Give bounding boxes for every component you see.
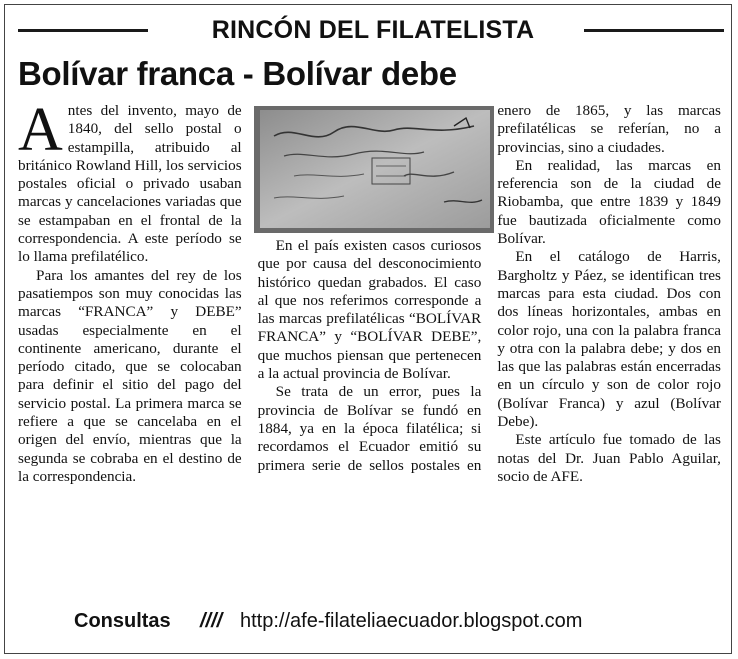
blog-link[interactable]: http://afe-filateliaecuador.blogspot.com	[240, 610, 583, 632]
paragraph-1-text: ntes del invento, mayo de 1840, del sello postal o estampilla, atribuido al británico Rowland Hill, los servicios postales oficial o privado usaban marcas y cancelaciones variadas que se estampaban en el frontal de la correspondencia. A este período se lo llama prefilatélico.	[18, 102, 242, 266]
paragraph-4: Se trata de un error, pues la provincia de Bolívar se fundó en 1884, ya en la época filatélica; si recordamos el Ecuador emitió su primera serie de sellos postales en enero de 1865, y las marcas prefilatélicas se referían, no a provincias, sino a ciudades.	[257, 102, 721, 474]
paragraph-6: En el catálogo de Harris, Bargholtz y Páez, se identifican tres marcas para esta ciudad. Dos con dos líneas horizontales, ambas en color rojo, una con la palabra franca y otra con la palabra debe; y dos en las que las palabras están encerradas en un círculo y son de color rojo (Bolívar Franca) y azul (Bolívar Debe).	[497, 248, 721, 431]
paragraph-2: Para los amantes del rey de los pasatiempos son muy conocidas las marcas “FRANCA” y DEBE” usadas especialmente en el continente americano, durante el período citado, que se colocaban para definir el sitio del pago del servicio postal. La primera marca se refiere a que se cancelaba en el origen del envío, mientras que la segunda se cobraba en el destino de la correspondencia.	[18, 266, 242, 485]
paragraph-3-text: En el país existen casos curiosos que por causa del desconocimiento histórico quedan grabados. El caso al que nos referimos corresponde a las marcas prefilatélicas “BOLÍVAR FRANCA” y “BOLÍVAR DEBE”, que muchos piensan que pertenecen a la actual provincia de Bolívar.	[257, 237, 482, 383]
footer-label: Consultas	[74, 610, 171, 632]
section-kicker: RINCÓN DEL FILATELISTA	[211, 16, 535, 44]
envelope-photo	[254, 106, 494, 233]
section-header	[18, 12, 724, 48]
article-body	[18, 96, 721, 582]
kicker-rule-right	[584, 29, 724, 32]
drop-cap: A	[18, 96, 63, 164]
article-headline: Bolívar franca - Bolívar debe	[18, 55, 457, 92]
prefilatelic-cover-image	[254, 106, 494, 233]
consultas-footer	[18, 606, 724, 636]
paragraph-7: Este artículo fue tomado de las notas del Dr. Juan Pablo Aguilar, socio de AFE.	[497, 431, 721, 485]
paragraph-5: En realidad, las marcas en referencia son de la ciudad de Riobamba, que entre 1839 y 1849 fue bautizada oficialmente como Bolívar.	[497, 156, 721, 248]
paragraph-1	[18, 96, 242, 267]
footer-separator: ////	[200, 610, 223, 632]
paragraph-3	[258, 102, 482, 383]
kicker-rule-left	[18, 29, 148, 32]
